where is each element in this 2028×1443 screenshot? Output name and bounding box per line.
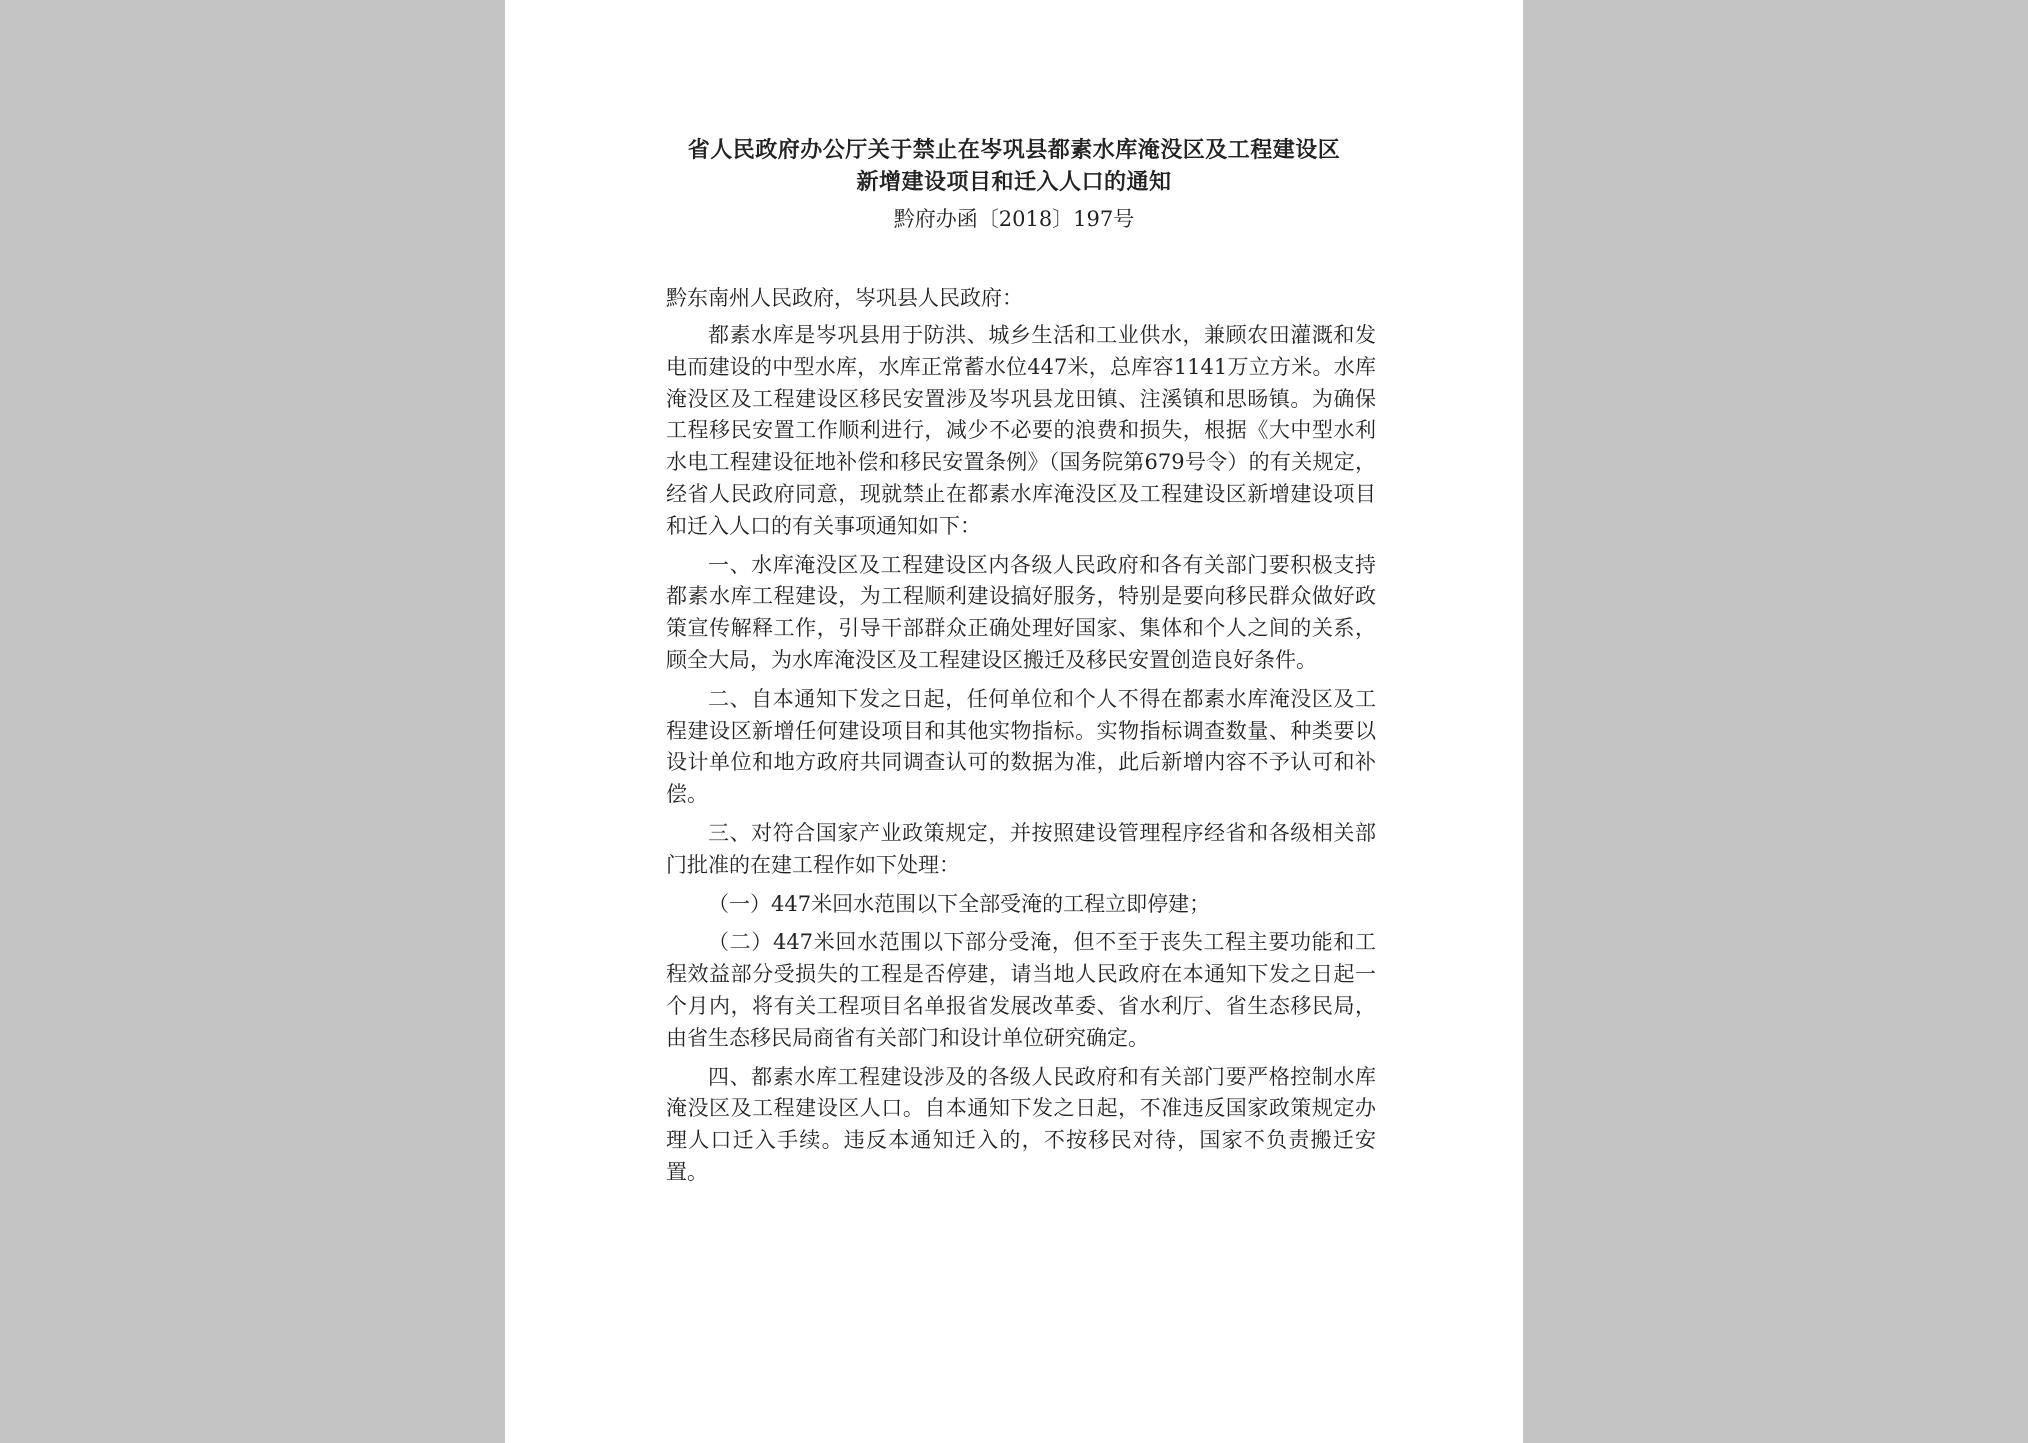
paragraph-section-1: 一、水库淹没区及工程建设区内各级人民政府和各有关部门要积极支持都素水库工程建设，为工程顺利建设搞好服务，特别是要向移民群众做好政策宣传解释工作，引导干部群众正确处理好国家、集体和个人之间的关系，顾全大局，为水库淹没区及工程建设区搬迁及移民安置创造良好条件。 (666, 552, 1376, 672)
document-body (666, 283, 1376, 1189)
paragraph-section-2: 二、自本通知下发之日起，任何单位和个人不得在都素水库淹没区及工程建设区新增任何建设项目和其他实物指标。实物指标调查数量、种类要以设计单位和地方政府共同调查认可的数据为准，此后新增内容不予认可和补偿。 (666, 686, 1376, 807)
paragraph-intro: 都素水库是岑巩县用于防洪、城乡生活和工业供水，兼顾农田灌溉和发电而建设的中型水库，水库正常蓄水位447米，总库容1141万立方米。水库淹没区及工程建设区移民安置涉及岑巩县龙田镇、注溪镇和思旸镇。为确保工程移民安置工作顺利进行，减少不必要的浪费和损失，根据《大中型水利水电工程建设征地补偿和移民安置条例》（国务院第679号令）的有关规定，经省人民政府同意，现就禁止在都素水库淹没区及工程建设区新增建设项目和迁入人口的有关事项通知如下： (666, 323, 1376, 538)
document-title-line-1: 省人民政府办公厅关于禁止在岑巩县都素水库淹没区及工程建设区 (687, 137, 1341, 163)
document-page (505, 0, 1523, 1443)
paragraph-section-4: 四、都素水库工程建设涉及的各级人民政府和有关部门要严格控制水库淹没区及工程建设区人口。自本通知下发之日起，不准违反国家政策规定办理人口迁入手续。违反本通知迁入的，不按移民对待，国家不负责搬迁安置。 (666, 1064, 1376, 1184)
document-number: 黔府办函〔2018〕197号 (893, 207, 1135, 231)
paragraph-section-3: 三、对符合国家产业政策规定，并按照建设管理程序经省和各级相关部门批准的在建工程作如下处理： (666, 820, 1376, 877)
document-title-line-2: 新增建设项目和迁入人口的通知 (856, 169, 1172, 195)
salutation: 黔东南州人民政府，岑巩县人民政府： (666, 286, 1023, 310)
paragraph-item-2: （二）447米回水范围以下部分受淹，但不至于丧失工程主要功能和工程效益部分受损失的工程是否停建，请当地人民政府在本通知下发之日起一个月内，将有关工程项目名单报省发展改革委、省水利厅、省生态移民局，由省生态移民局商省有关部门和设计单位研究确定。 (666, 930, 1376, 1050)
paragraph-item-1: （一）447米回水范围以下全部受淹的工程立即停建； (708, 891, 1211, 916)
